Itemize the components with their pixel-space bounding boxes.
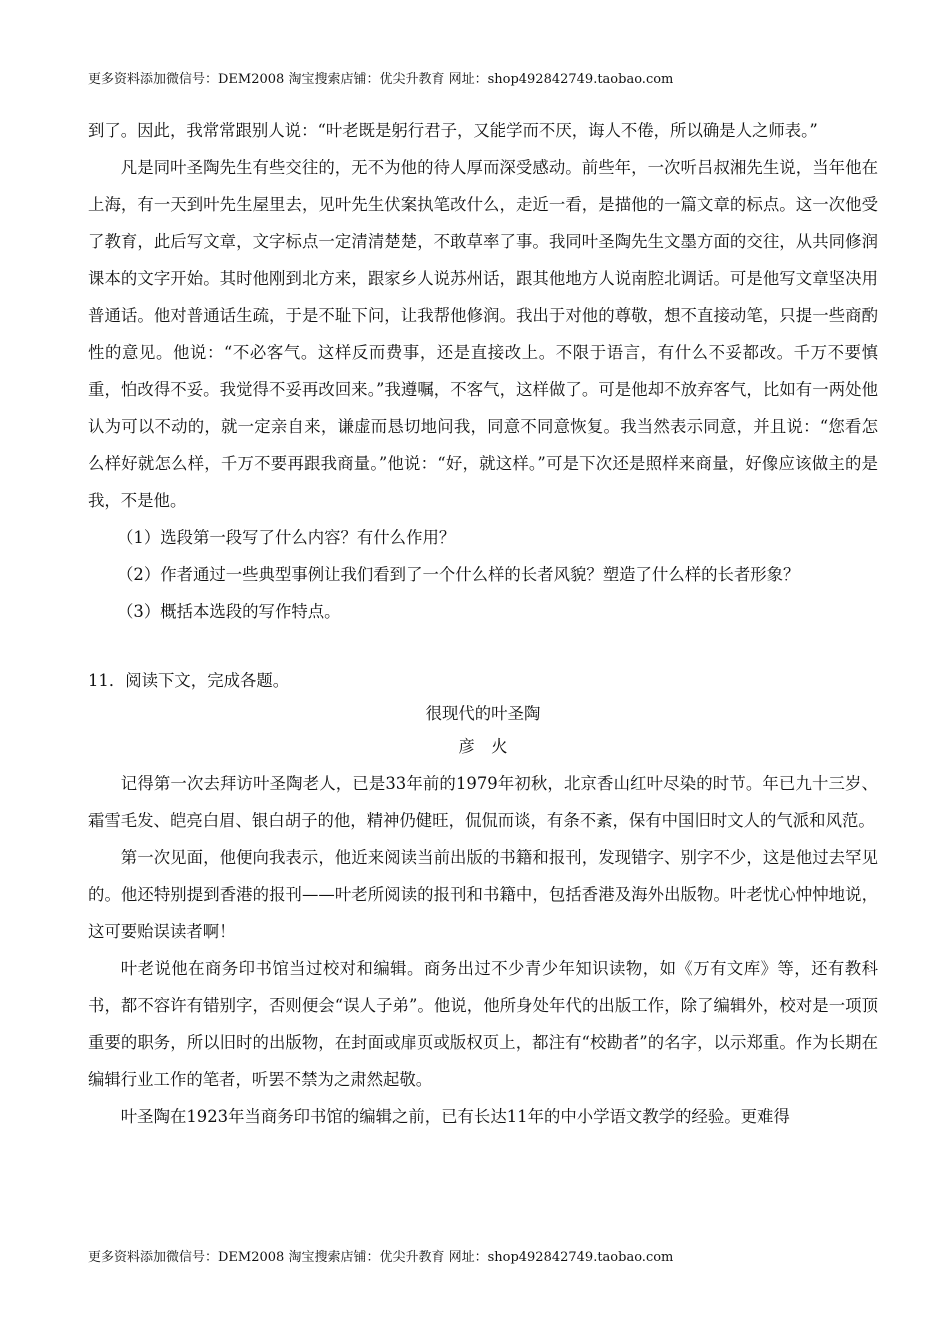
article-title: 很现代的叶圣陶 (425, 704, 541, 723)
passage-paragraph: 凡是同叶圣陶先生有些交往的，无不为他的待人厚而深受感动。前些年，一次听吕叔湘先生说，当年他在上海，有一天到叶先生屋里去，见叶先生伏案执笔改什么，走近一看，是描他的一篇文章的标点。这一次他受了教育，此后写文章，文字标点一定清清楚楚，不敢草率了事。我同叶圣陶先生文墨方面的交往，从共同修润课本的文字开始。其时他刚到北方来，跟家乡人说苏州话，跟其他地方人说南腔北调话。可是他写文章坚决用普通话。他对普通话生疏，于是不耻下问，让我帮他修润。我出于对他的尊敬，想不直接动笔，只提一些商酌性的意见。他说：“不必客气。这样反而费事，还是直接改上。不限于语言，有什么不妥都改。千万不要慎重，怕改得不妥。我觉得不妥再改回来。”我遵嘱，不客气，这样做了。可是他却不放弃客气，比如有一两处他认为可以不动的，就一定亲自来，谦虚而恳切地问我，同意不同意恢复。我当然表示同意，并且说：“您看怎么样好就怎么样，千万不要再跟我商量。”他说：“好，就这样。”可是下次还是照样来商量，好像应该做主的是我，不是他。 (88, 158, 878, 510)
article-paragraph-4: 叶圣陶在1923年当商务印书馆的编辑之前，已有长达11年的中小学语文教学的经验。更难得 (120, 1107, 790, 1126)
question-item-1: （1）选段第一段写了什么内容？有什么作用？ (117, 528, 456, 547)
page-content (88, 112, 878, 1135)
passage-continuation: 到了。因此，我常常跟别人说：“叶老既是躬行君子，又能学而不厌，诲人不倦，所以确是人之师表。” (88, 121, 818, 140)
question-11-prompt: 11．阅读下文，完成各题。 (88, 671, 290, 690)
question-item-3: （3）概括本选段的写作特点。 (117, 602, 341, 621)
question-item-2: （2）作者通过一些典型事例让我们看到了一个什么样的长者风貌？塑造了什么样的长者形象？ (117, 565, 800, 584)
article-paragraph-1: 记得第一次去拜访叶圣陶老人，已是33年前的1979年初秋，北京香山红叶尽染的时节。年已九十三岁、霜雪毛发、皑亮白眉、银白胡子的他，精神仍健旺，侃侃而谈，有条不紊，保有中国旧时文人的气派和风范。 (88, 774, 878, 830)
article-paragraph-2: 第一次见面，他便向我表示，他近来阅读当前出版的书籍和报刊，发现错字、别字不少，这是他过去罕见的。他还特别提到香港的报刊——叶老所阅读的报刊和书籍中，包括香港及海外出版物。叶老忧心忡忡地说，这可要贻误读者啊！ (88, 848, 878, 941)
section-spacer (88, 630, 878, 662)
article-author: 彦 火 (458, 737, 508, 756)
article-paragraph-3: 叶老说他在商务印书馆当过校对和编辑。商务出过不少青少年知识读物，如《万有文库》等，还有教科书，都不容许有错别字，否则便会“误人子弟”。他说，他所身处年代的出版工作，除了编辑外，校对是一项顶重要的职务，所以旧时的出版物，在封面或扉页或版权页上，都注有“校勘者”的名字，以示郑重。作为长期在编辑行业工作的笔者，听罢不禁为之肃然起敬。 (88, 959, 878, 1089)
page-footer: 更多资料添加微信号：DEM2008 淘宝搜索店铺：优尖升教育 网址：shop492842749.taobao.com (88, 1250, 674, 1265)
page-header: 更多资料添加微信号：DEM2008 淘宝搜索店铺：优尖升教育 网址：shop492842749.taobao.com (88, 72, 674, 87)
